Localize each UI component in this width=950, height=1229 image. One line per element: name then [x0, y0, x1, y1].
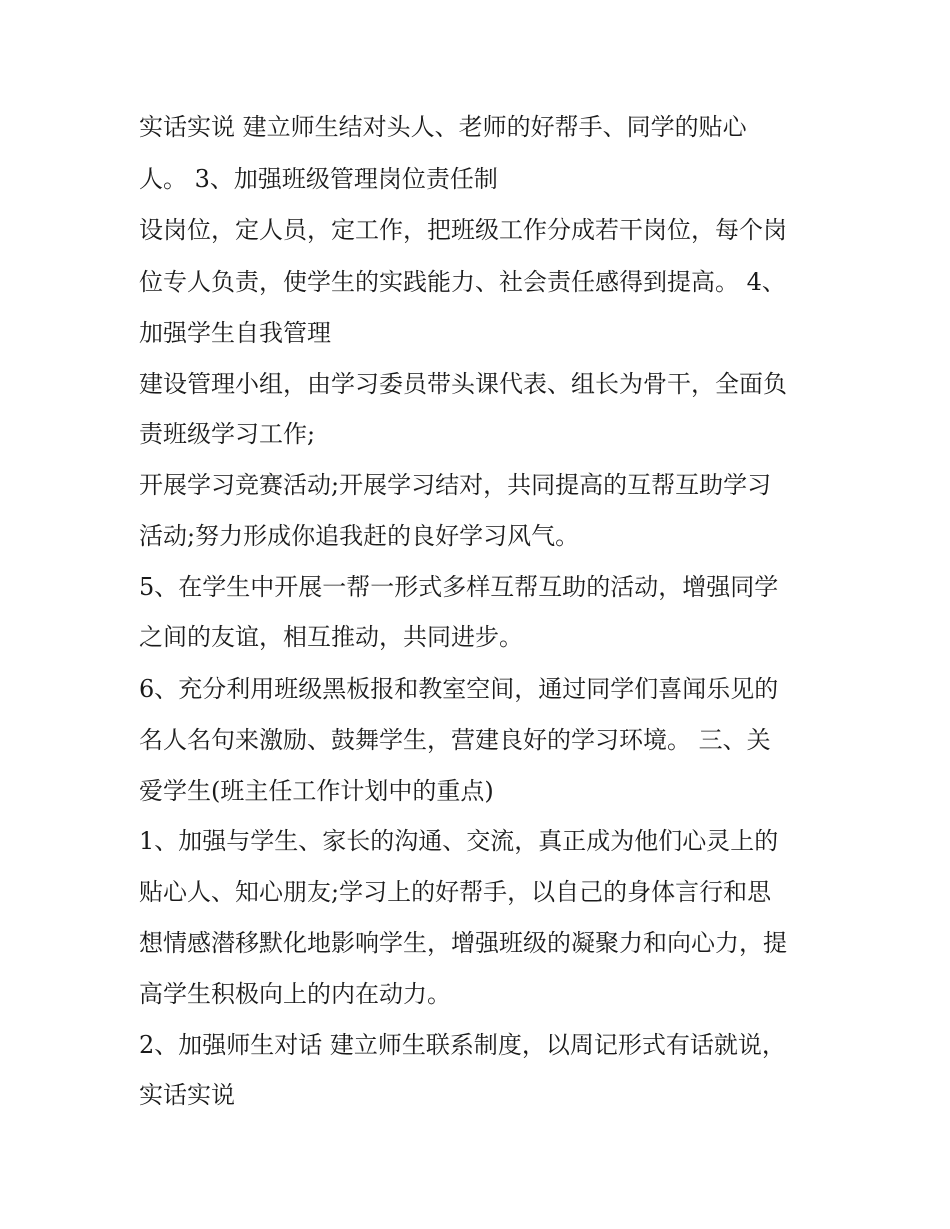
- text-line: 想情感潜移默化地影响学生，增强班级的凝聚力和向心力，提: [139, 929, 787, 957]
- text-line: 责班级学习工作;: [139, 420, 316, 448]
- text-line: 6、充分利用班级黑板报和教室空间，通过同学们喜闻乐见的: [139, 675, 779, 703]
- text-line: 开展学习竞赛活动;开展学习结对，共同提高的互帮互助学习: [139, 471, 772, 499]
- text-line: 名人名句来激励、鼓舞学生，营建良好的学习环境。 三、关: [139, 726, 771, 754]
- text-line: 爱学生(班主任工作计划中的重点): [139, 777, 494, 805]
- text-line: 贴心人、知心朋友;学习上的好帮手，以自己的身体言行和思: [139, 878, 772, 906]
- text-line: 位专人负责，使学生的实践能力、社会责任感得到提高。 4、: [139, 268, 786, 296]
- text-line: 5、在学生中开展一帮一形式多样互帮互助的活动，增强同学: [139, 573, 779, 601]
- text-line: 实话实说: [139, 1081, 235, 1109]
- text-line: 加强学生自我管理: [139, 319, 331, 347]
- text-line: 人。 3、加强班级管理岗位责任制: [139, 165, 498, 193]
- text-line: 之间的友谊，相互推动，共同进步。: [139, 623, 523, 651]
- text-line: 实话实说 建立师生结对头人、老师的好帮手、同学的贴心: [139, 113, 747, 141]
- text-line: 建设管理小组，由学习委员带头课代表、组长为骨干，全面负: [139, 370, 787, 398]
- text-line: 1、加强与学生、家长的沟通、交流，真正成为他们心灵上的: [139, 827, 779, 855]
- text-line: 设岗位，定人员，定工作，把班级工作分成若干岗位，每个岗: [139, 216, 787, 244]
- text-line: 2、加强师生对话 建立师生联系制度，以周记形式有话就说，: [139, 1031, 786, 1059]
- text-line: 活动;努力形成你追我赶的良好学习风气。: [139, 522, 580, 550]
- text-line: 高学生积极向上的内在动力。: [139, 980, 451, 1008]
